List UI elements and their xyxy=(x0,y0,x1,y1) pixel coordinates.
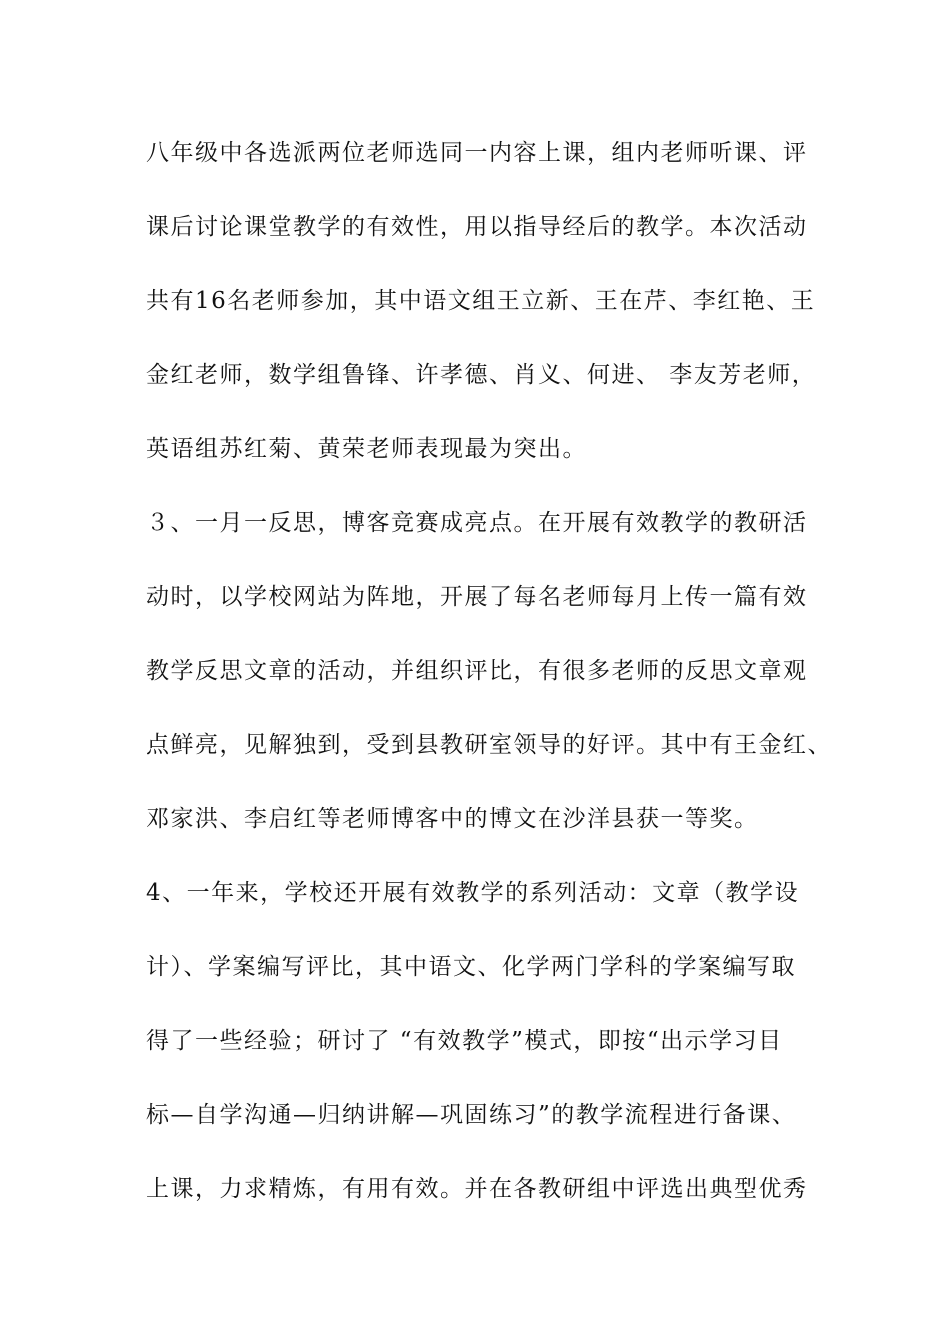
text-line: 八年级中各选派两位老师选同一内容上课，组内老师听课、评 xyxy=(146,140,808,166)
text-line: 教学反思文章的活动，并组织评比，有很多老师的反思文章观 xyxy=(146,658,808,684)
text-line: 共有16名老师参加，其中语文组王立新、王在芹、李红艳、王 xyxy=(146,288,816,314)
text-line: ３、一月一反思，博客竞赛成亮点。在开展有效教学的教研活 xyxy=(146,510,808,536)
text-line: 计）、学案编写评比，其中语文、化学两门学科的学案编写取 xyxy=(146,954,796,980)
text-line: 上课，力求精炼，有用有效。并在各教研组中评选出典型优秀 xyxy=(146,1176,808,1202)
text-line: 标—自学沟通—归纳讲解—巩固练习”的教学流程进行备课、 xyxy=(146,1102,797,1128)
text-line: 课后讨论课堂教学的有效性，用以指导经后的教学。本次活动 xyxy=(146,214,808,240)
text-line: 金红老师，数学组鲁锋、许孝德、肖义、何进、 李友芳老师， xyxy=(146,362,817,388)
text-line: 英语组苏红菊、黄荣老师表现最为突出。 xyxy=(146,436,587,462)
text-line: 邓家洪、李启红等老师博客中的博文在沙洋县获一等奖。 xyxy=(146,806,759,832)
text-line: 动时，以学校网站为阵地，开展了每名老师每月上传一篇有效 xyxy=(146,584,808,610)
text-line: 点鲜亮，见解独到，受到县教研室领导的好评。其中有王金红、 xyxy=(146,732,832,758)
text-line: 得了一些经验；研讨了 “有效教学”模式，即按“出示学习目 xyxy=(146,1028,783,1054)
text-line: 4、一年来，学校还开展有效教学的系列活动：文章（教学设 xyxy=(146,880,800,906)
